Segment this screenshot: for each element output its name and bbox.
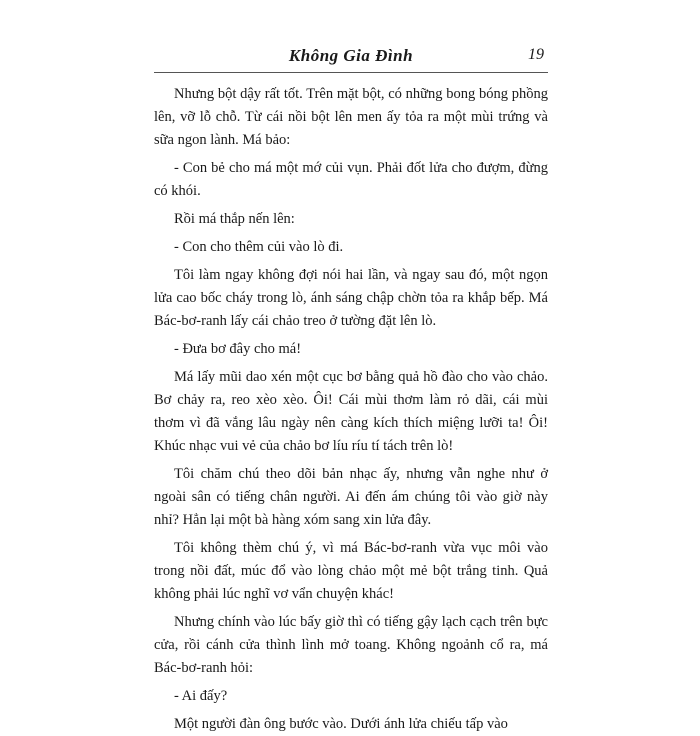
header-rule bbox=[154, 72, 548, 73]
paragraph: Nhưng chính vào lúc bấy giờ thì có tiếng gậy lạch cạch trên bực cửa, rồi cánh cửa thình lình mở toang. Không ngoảnh cổ ra, má Bác-bơ-ranh hỏi: bbox=[154, 614, 548, 676]
paragraph: Tôi chăm chú theo dõi bản nhạc ấy, nhưng vẫn nghe như ở ngoài sân có tiếng chân người. Ai đến ám chúng tôi vào giờ này nhỉ? Hẳn lại một bà hàng xóm sang xin lửa đây. bbox=[154, 466, 548, 528]
paragraph: Nhưng bột dậy rất tốt. Trên mặt bột, có những bong bóng phồng lên, vỡ lỗ chỗ. Từ cái nồi bột lên men ấy tỏa ra một mùi trứng và sữa ngon lành. Má bảo: bbox=[154, 86, 548, 148]
page-number: 19 bbox=[528, 46, 544, 63]
paragraph: Má lấy mũi dao xén một cục bơ bằng quả hồ đào cho vào chảo. Bơ chảy ra, reo xèo xèo. Ôi! Cái mùi thơm làm rỏ dãi, cái mùi thơm vì đã vắng lâu ngày nên càng kích thích miệng lưỡi ta! Ôi! Khúc nhạc vui vẻ của chảo bơ líu ríu tí tách trên lò! bbox=[154, 369, 548, 454]
book-title: Không Gia Đình bbox=[288, 46, 414, 65]
book-page bbox=[154, 38, 548, 732]
paragraph: Một người đàn ông bước vào. Dưới ánh lửa chiếu tấp vào bbox=[174, 716, 508, 732]
paragraph: - Con cho thêm củi vào lò đi. bbox=[174, 239, 344, 255]
paragraph: Tôi không thèm chú ý, vì má Bác-bơ-ranh vừa vục môi vào trong nồi đất, múc đổ vào lòng chảo một mẻ bột trắng tinh. Quả không phải lúc nghĩ vơ vẩn chuyện khác! bbox=[154, 540, 548, 602]
paragraph: Rồi má thắp nến lên: bbox=[174, 211, 295, 227]
running-header bbox=[154, 38, 548, 68]
body-text bbox=[154, 83, 548, 736]
paragraph: - Đưa bơ đây cho má! bbox=[174, 341, 302, 357]
paragraph: - Con bẻ cho má một mớ củi vụn. Phải đốt lửa cho đượm, đừng có khói. bbox=[154, 160, 548, 199]
paragraph: Tôi làm ngay không đợi nói hai lần, và ngay sau đó, một ngọn lửa cao bốc cháy trong lò, ánh sáng chập chờn tỏa ra khắp bếp. Má Bác-bơ-ranh lấy cái chảo treo ở tường đặt lên lò. bbox=[154, 267, 548, 329]
paragraph: - Ai đấy? bbox=[174, 688, 228, 704]
